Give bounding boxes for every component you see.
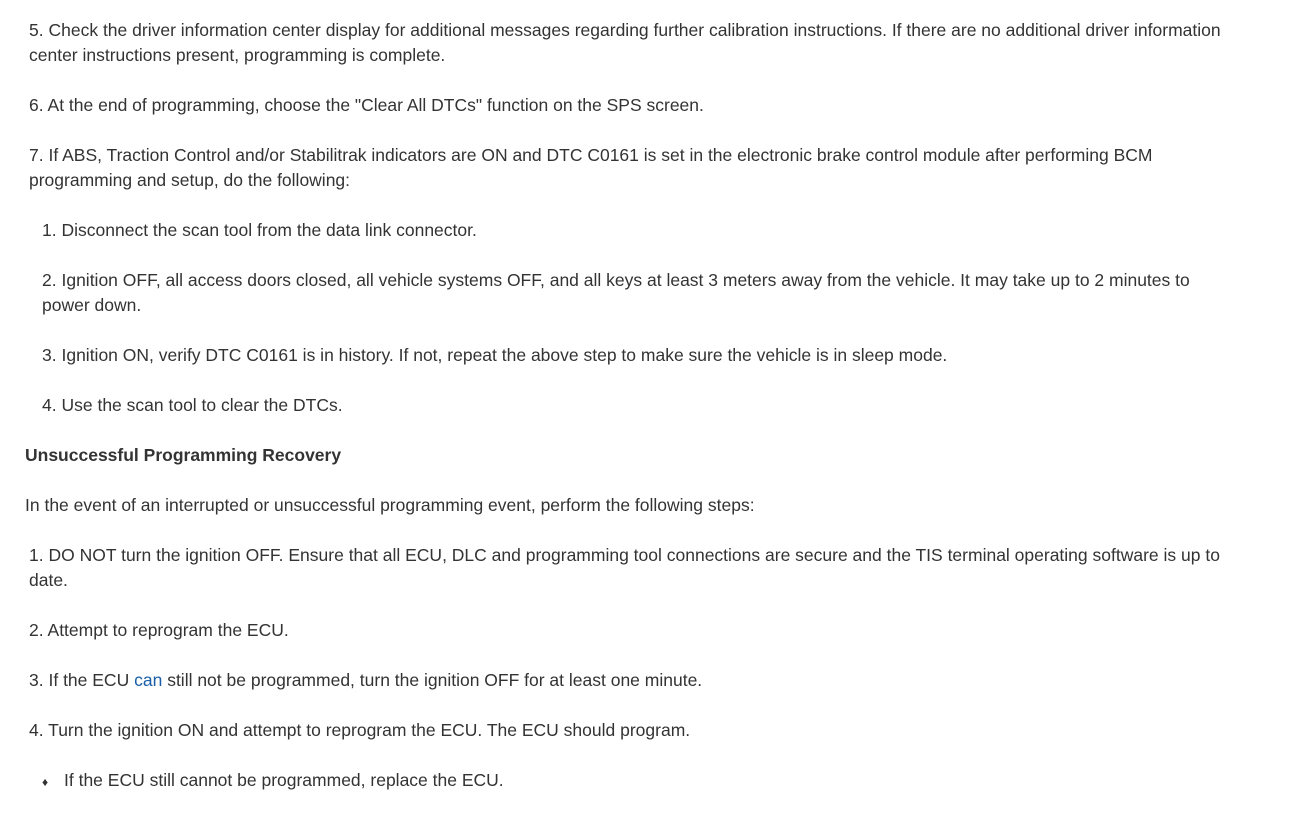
step-text: Turn the ignition ON and attempt to reprogram the ECU. The ECU should program. bbox=[48, 720, 691, 740]
step-text: If ABS, Traction Control and/or Stabilitrak indicators are ON and DTC C0161 is set in the electronic brake control module after performing BCM programming and setup, do the following: bbox=[29, 145, 1153, 190]
diamond-bullet-icon: ♦ bbox=[42, 775, 49, 789]
step-text-before-link: If the ECU bbox=[48, 670, 130, 690]
step-text-after-link: still not be programmed, turn the ignition OFF for at least one minute. bbox=[167, 670, 703, 690]
recovery-step-1 bbox=[25, 543, 1235, 593]
step-7 bbox=[25, 143, 1235, 193]
substep-number: 2. bbox=[42, 270, 57, 290]
step-number: 4. bbox=[29, 720, 44, 740]
step-text: Attempt to reprogram the ECU. bbox=[47, 620, 289, 640]
step-number: 5. bbox=[29, 20, 44, 40]
section-heading: Unsuccessful Programming Recovery bbox=[25, 445, 342, 465]
step-6 bbox=[25, 93, 1235, 118]
bullet-item bbox=[25, 768, 1235, 795]
step-text: DO NOT turn the ignition OFF. Ensure that all ECU, DLC and programming tool connections are secure and the TIS terminal operating software is up to date. bbox=[29, 545, 1220, 590]
substep-number: 3. bbox=[42, 345, 57, 365]
step-number: 2. bbox=[29, 620, 44, 640]
recovery-step-2 bbox=[25, 618, 1235, 643]
step-number: 1. bbox=[29, 545, 44, 565]
recovery-step-3 bbox=[25, 668, 1235, 693]
substep-1 bbox=[25, 218, 1235, 243]
substep-4 bbox=[25, 393, 1235, 418]
substep-text: Disconnect the scan tool from the data link connector. bbox=[61, 220, 477, 240]
step-number: 6. bbox=[29, 95, 44, 115]
recovery-step-4 bbox=[25, 718, 1235, 743]
step-number: 7. bbox=[29, 145, 44, 165]
document-body bbox=[25, 18, 1235, 820]
substep-number: 4. bbox=[42, 395, 57, 415]
substep-3 bbox=[25, 343, 1235, 368]
bullet-text: If the ECU still cannot be programmed, replace the ECU. bbox=[64, 770, 504, 790]
can-link[interactable]: can bbox=[134, 670, 163, 690]
step-number: 3. bbox=[29, 670, 44, 690]
substep-number: 1. bbox=[42, 220, 57, 240]
substep-text: Ignition ON, verify DTC C0161 is in history. If not, repeat the above step to make sure the vehicle is in sleep mode. bbox=[61, 345, 948, 365]
substep-2 bbox=[25, 268, 1235, 318]
step-text: Check the driver information center display for additional messages regarding further calibration instructions. If there are no additional driver information center instructions present, programming is complete. bbox=[29, 20, 1221, 65]
substep-text: Ignition OFF, all access doors closed, all vehicle systems OFF, and all keys at least 3 meters away from the vehicle. It may take up to 2 minutes to power down. bbox=[42, 270, 1190, 315]
intro-text: In the event of an interrupted or unsuccessful programming event, perform the following steps: bbox=[25, 495, 755, 515]
substep-text: Use the scan tool to clear the DTCs. bbox=[61, 395, 343, 415]
step-5 bbox=[25, 18, 1235, 68]
step-text: At the end of programming, choose the "Clear All DTCs" function on the SPS screen. bbox=[47, 95, 704, 115]
